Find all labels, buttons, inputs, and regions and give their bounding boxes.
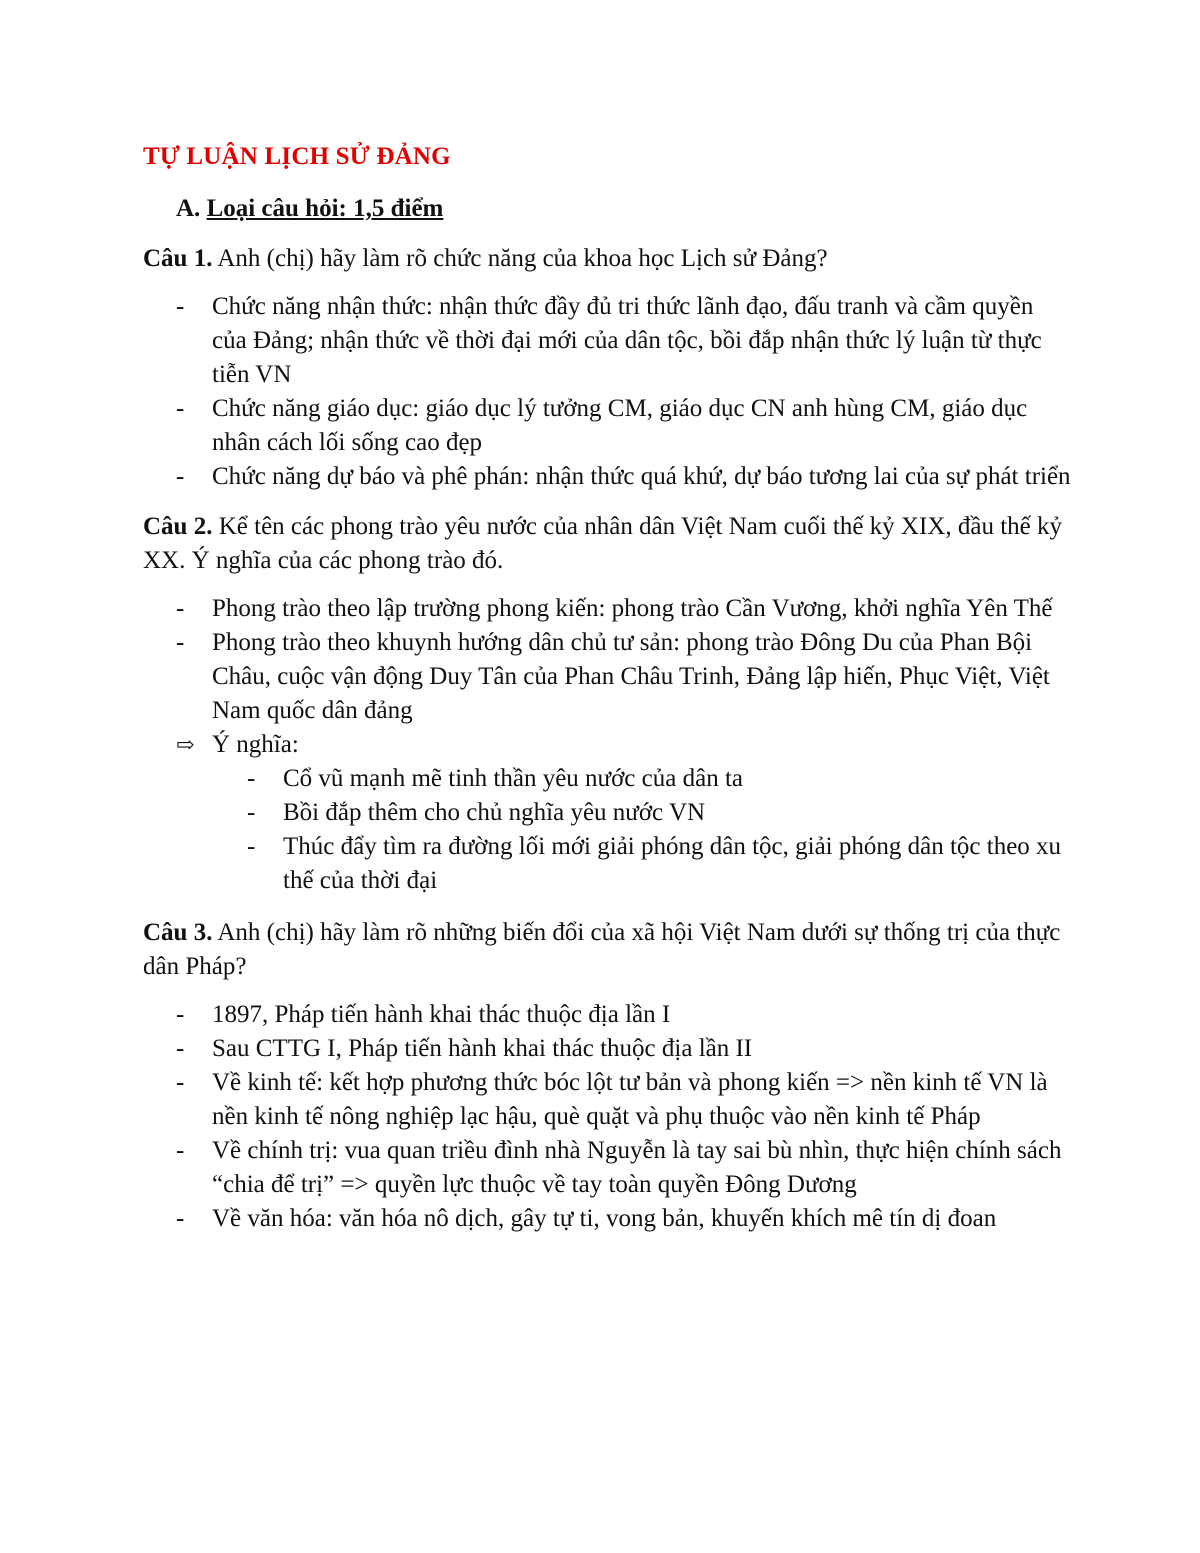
section-text: Loại câu hỏi: 1,5 điểm bbox=[206, 195, 444, 222]
list-item: - Về văn hóa: văn hóa nô dịch, gây tự ti, vong bản, khuyến khích mê tín dị đoan bbox=[176, 1205, 997, 1232]
question-1-text: Anh (chị) hãy làm rõ chức năng của khoa học Lịch sử Đảng? bbox=[217, 245, 828, 272]
meaning-list bbox=[143, 762, 1073, 898]
document-content bbox=[143, 140, 1073, 1252]
document-title: TỰ LUẬN LỊCH SỬ ĐẢNG bbox=[143, 143, 451, 170]
question-1 bbox=[143, 242, 1073, 276]
list-item: - 1897, Pháp tiến hành khai thác thuộc địa lần I bbox=[176, 1001, 671, 1028]
list-item: - Cổ vũ mạnh mẽ tinh thần yêu nước của dân ta bbox=[247, 765, 743, 792]
question-3 bbox=[143, 916, 1073, 984]
question-3-list bbox=[143, 998, 1073, 1236]
list-item: - Chức năng nhận thức: nhận thức đầy đủ tri thức lãnh đạo, đấu tranh và cầm quyền của Đảng; nhận thức về thời đại mới của dân tộc, bồi đắp nhận thức lý luận từ thực tiễn VN bbox=[176, 293, 1042, 388]
arrow-right-icon: ⇨ bbox=[176, 732, 195, 757]
list-item: - Về chính trị: vua quan triều đình nhà Nguyễn là tay sai bù nhìn, thực hiện chính sách “chia để trị” => quyền lực thuộc về tay toàn quyền Đông Dương bbox=[176, 1137, 1062, 1198]
question-2-label: Câu 2. bbox=[143, 513, 213, 540]
question-2 bbox=[143, 510, 1073, 578]
list-item: - Sau CTTG I, Pháp tiến hành khai thác thuộc địa lần II bbox=[176, 1035, 753, 1062]
list-item: - Về kinh tế: kết hợp phương thức bóc lột tư bản và phong kiến => nền kinh tế VN là nền kinh tế nông nghiệp lạc hậu, què quặt và phụ thuộc vào nền kinh tế Pháp bbox=[176, 1069, 1048, 1130]
meaning-label: Ý nghĩa: bbox=[212, 731, 299, 758]
question-2-text: Kể tên các phong trào yêu nước của nhân dân Việt Nam cuối thế kỷ XIX, đầu thế kỷ XX. Ý nghĩa của các phong trào đó. bbox=[143, 513, 1063, 574]
question-1-label: Câu 1. bbox=[143, 245, 213, 272]
section-prefix: A. bbox=[176, 195, 201, 222]
list-item: - Thúc đẩy tìm ra đường lối mới giải phóng dân tộc, giải phóng dân tộc theo xu thế của thời đại bbox=[247, 833, 1062, 894]
meaning-heading bbox=[143, 728, 1073, 762]
question-2-list bbox=[143, 592, 1073, 728]
list-item: - Bồi đắp thêm cho chủ nghĩa yêu nước VN bbox=[247, 799, 706, 826]
section-heading bbox=[176, 192, 1073, 226]
question-1-list bbox=[143, 290, 1073, 494]
list-item: - Phong trào theo khuynh hướng dân chủ tư sản: phong trào Đông Du của Phan Bội Châu, cuộc vận động Duy Tân của Phan Châu Trinh, Đảng lập hiến, Phục Việt, Việt Nam quốc dân đảng bbox=[176, 629, 1050, 724]
list-item: - Chức năng dự báo và phê phán: nhận thức quá khứ, dự báo tương lai của sự phát triển bbox=[176, 463, 1071, 490]
question-3-label: Câu 3. bbox=[143, 919, 213, 946]
list-item: - Phong trào theo lập trường phong kiến: phong trào Cần Vương, khởi nghĩa Yên Thế bbox=[176, 595, 1053, 622]
question-3-text: Anh (chị) hãy làm rõ những biến đổi của xã hội Việt Nam dưới sự thống trị của thực dân Pháp? bbox=[143, 919, 1061, 980]
list-item: - Chức năng giáo dục: giáo dục lý tưởng CM, giáo dục CN anh hùng CM, giáo dục nhân cách lối sống cao đẹp bbox=[176, 395, 1028, 456]
